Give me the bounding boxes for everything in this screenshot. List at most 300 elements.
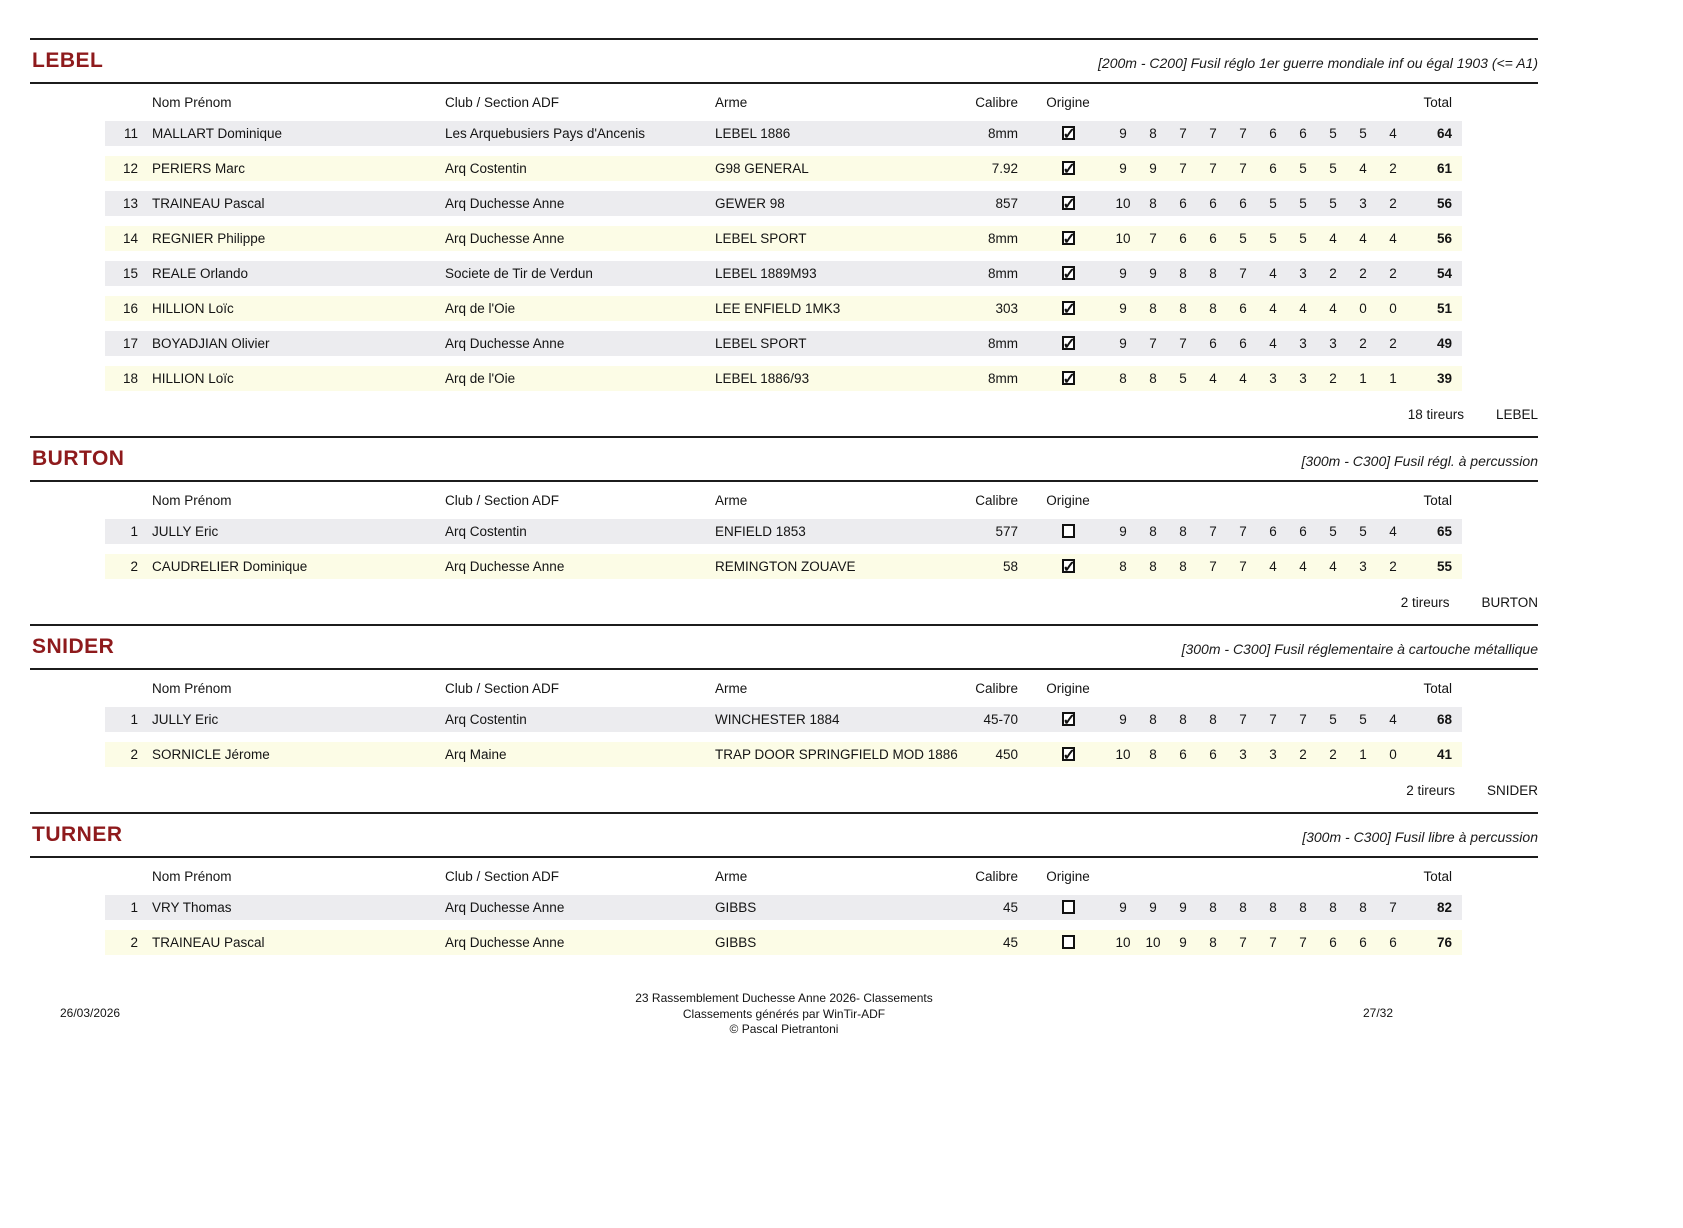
cell-name: REGNIER Philippe bbox=[152, 226, 445, 251]
cell-score: 2 bbox=[1348, 261, 1378, 286]
origine-checkbox-icon bbox=[1062, 336, 1075, 350]
cell-score: 7 bbox=[1198, 554, 1228, 579]
cell-score: 10 bbox=[1108, 191, 1138, 216]
cell-calibre: 450 bbox=[965, 742, 1028, 767]
col-header-calibre: Calibre bbox=[975, 869, 1018, 884]
cell-score: 9 bbox=[1108, 261, 1138, 286]
cell-score: 5 bbox=[1318, 121, 1348, 146]
col-header-rank bbox=[105, 94, 152, 111]
cell-club: Arq Duchesse Anne bbox=[445, 191, 715, 216]
summary-shooter-count: 2 tireurs bbox=[1400, 595, 1450, 610]
cell-total: 61 bbox=[1408, 156, 1462, 181]
cell-score: 7 bbox=[1258, 707, 1288, 732]
cell-score: 3 bbox=[1348, 554, 1378, 579]
cell-origine bbox=[1028, 519, 1108, 544]
cell-score: 3 bbox=[1288, 366, 1318, 391]
summary-category-label: LEBEL bbox=[1495, 407, 1538, 422]
footer-title-line: 23 Rassemblement Duchesse Anne 2026- Classements bbox=[635, 991, 933, 1005]
cell-calibre: 45 bbox=[965, 895, 1028, 920]
cell-origine bbox=[1028, 296, 1108, 321]
footer-center bbox=[30, 991, 1538, 1038]
col-header-origine: Origine bbox=[1046, 681, 1090, 696]
cell-origine bbox=[1028, 930, 1108, 955]
cell-origine bbox=[1028, 554, 1108, 579]
cell-score: 6 bbox=[1318, 930, 1348, 955]
col-header-total: Total bbox=[1423, 493, 1452, 508]
cell-score: 8 bbox=[1138, 742, 1168, 767]
col-header-total: Total bbox=[1423, 95, 1452, 110]
cell-score: 6 bbox=[1258, 519, 1288, 544]
cell-club: Societe de Tir de Verdun bbox=[445, 261, 715, 286]
cell-rank: 1 bbox=[105, 895, 152, 920]
category-section bbox=[30, 812, 1538, 965]
category-title: TURNER bbox=[32, 823, 123, 846]
cell-total: 54 bbox=[1408, 261, 1462, 286]
col-header-club: Club / Section ADF bbox=[445, 681, 560, 696]
cell-total: 64 bbox=[1408, 121, 1462, 146]
cell-score: 1 bbox=[1378, 366, 1408, 391]
table-row bbox=[105, 261, 1462, 286]
cell-score: 4 bbox=[1228, 366, 1258, 391]
cell-score: 3 bbox=[1318, 331, 1348, 356]
cell-score: 3 bbox=[1348, 191, 1378, 216]
col-header-arme: Arme bbox=[715, 95, 748, 110]
origine-checkbox-icon bbox=[1062, 524, 1075, 538]
cell-arme: LEBEL SPORT bbox=[715, 226, 965, 251]
cell-rank: 18 bbox=[105, 366, 152, 391]
cell-score: 9 bbox=[1108, 519, 1138, 544]
col-header-rank bbox=[105, 680, 152, 697]
cell-score: 7 bbox=[1138, 226, 1168, 251]
cell-score: 8 bbox=[1288, 895, 1318, 920]
table-header-row bbox=[105, 868, 1462, 885]
cell-score: 6 bbox=[1228, 191, 1258, 216]
cell-arme: LEBEL 1886 bbox=[715, 121, 965, 146]
cell-rank: 16 bbox=[105, 296, 152, 321]
table-header-row bbox=[105, 94, 1462, 111]
cell-score: 5 bbox=[1318, 519, 1348, 544]
cell-score: 8 bbox=[1318, 895, 1348, 920]
cell-score: 4 bbox=[1378, 519, 1408, 544]
cell-origine bbox=[1028, 191, 1108, 216]
cell-score: 1 bbox=[1348, 366, 1378, 391]
cell-score: 4 bbox=[1288, 554, 1318, 579]
cell-calibre: 857 bbox=[965, 191, 1028, 216]
summary-shooter-count: 18 tireurs bbox=[1407, 407, 1464, 422]
col-header-club: Club / Section ADF bbox=[445, 869, 560, 884]
cell-score: 8 bbox=[1198, 895, 1228, 920]
cell-score: 10 bbox=[1108, 930, 1138, 955]
col-header-total: Total bbox=[1423, 869, 1452, 884]
col-header-total: Total bbox=[1423, 681, 1452, 696]
cell-calibre: 7.92 bbox=[965, 156, 1028, 181]
category-title: BURTON bbox=[32, 447, 125, 470]
table-row bbox=[105, 121, 1462, 146]
section-summary bbox=[30, 777, 1538, 812]
cell-origine bbox=[1028, 226, 1108, 251]
category-section bbox=[30, 624, 1538, 812]
cell-score: 8 bbox=[1198, 261, 1228, 286]
summary-category-label: SNIDER bbox=[1486, 783, 1538, 798]
cell-score: 6 bbox=[1168, 742, 1198, 767]
category-titlebar bbox=[30, 814, 1538, 858]
cell-score: 2 bbox=[1378, 554, 1408, 579]
cell-rank: 11 bbox=[105, 121, 152, 146]
cell-score: 7 bbox=[1228, 554, 1258, 579]
col-header-arme: Arme bbox=[715, 681, 748, 696]
cell-score: 5 bbox=[1168, 366, 1198, 391]
cell-score: 2 bbox=[1378, 156, 1408, 181]
table-row bbox=[105, 296, 1462, 321]
cell-rank: 1 bbox=[105, 707, 152, 732]
col-header-name: Nom Prénom bbox=[152, 95, 232, 110]
table-header-row bbox=[105, 492, 1462, 509]
cell-score: 8 bbox=[1138, 296, 1168, 321]
cell-score: 7 bbox=[1228, 707, 1258, 732]
table-row bbox=[105, 895, 1462, 920]
cell-calibre: 8mm bbox=[965, 261, 1028, 286]
cell-score: 4 bbox=[1318, 554, 1348, 579]
col-header-calibre: Calibre bbox=[975, 681, 1018, 696]
origine-checkbox-icon bbox=[1062, 196, 1075, 210]
cell-name: PERIERS Marc bbox=[152, 156, 445, 181]
category-subtitle: [300m - C300] Fusil réglementaire à cartouche métallique bbox=[1181, 641, 1538, 657]
cell-score: 6 bbox=[1228, 331, 1258, 356]
cell-rank: 12 bbox=[105, 156, 152, 181]
cell-score: 6 bbox=[1288, 121, 1318, 146]
col-header-origine: Origine bbox=[1046, 493, 1090, 508]
cell-calibre: 8mm bbox=[965, 366, 1028, 391]
cell-score: 6 bbox=[1258, 121, 1288, 146]
table-row bbox=[105, 519, 1462, 544]
cell-score: 9 bbox=[1108, 707, 1138, 732]
cell-score: 0 bbox=[1378, 296, 1408, 321]
cell-score: 3 bbox=[1288, 331, 1318, 356]
cell-score: 8 bbox=[1108, 554, 1138, 579]
cell-score: 4 bbox=[1258, 261, 1288, 286]
cell-score: 10 bbox=[1108, 742, 1138, 767]
cell-score: 8 bbox=[1138, 554, 1168, 579]
cell-score: 6 bbox=[1198, 331, 1228, 356]
origine-checkbox-icon bbox=[1062, 935, 1075, 949]
cell-score: 8 bbox=[1168, 554, 1198, 579]
cell-score: 7 bbox=[1168, 331, 1198, 356]
cell-score: 3 bbox=[1288, 261, 1318, 286]
cell-score: 5 bbox=[1258, 226, 1288, 251]
cell-score: 0 bbox=[1348, 296, 1378, 321]
category-titlebar bbox=[30, 438, 1538, 482]
cell-score: 9 bbox=[1108, 331, 1138, 356]
col-header-club: Club / Section ADF bbox=[445, 95, 560, 110]
cell-score: 7 bbox=[1258, 930, 1288, 955]
cell-score: 10 bbox=[1138, 930, 1168, 955]
cell-score: 7 bbox=[1228, 156, 1258, 181]
cell-score: 7 bbox=[1168, 156, 1198, 181]
cell-name: JULLY Eric bbox=[152, 707, 445, 732]
origine-checkbox-icon bbox=[1062, 301, 1075, 315]
origine-checkbox-icon bbox=[1062, 559, 1075, 573]
cell-club: Arq Duchesse Anne bbox=[445, 895, 715, 920]
cell-score: 2 bbox=[1348, 331, 1378, 356]
cell-total: 76 bbox=[1408, 930, 1462, 955]
cell-rank: 1 bbox=[105, 519, 152, 544]
cell-arme: G98 GENERAL bbox=[715, 156, 965, 181]
cell-score: 7 bbox=[1198, 519, 1228, 544]
cell-score: 7 bbox=[1198, 156, 1228, 181]
cell-total: 82 bbox=[1408, 895, 1462, 920]
cell-score: 7 bbox=[1228, 930, 1258, 955]
cell-total: 49 bbox=[1408, 331, 1462, 356]
cell-origine bbox=[1028, 331, 1108, 356]
footer-copyright-line: © Pascal Pietrantoni bbox=[729, 1022, 839, 1036]
cell-arme: LEBEL SPORT bbox=[715, 331, 965, 356]
cell-total: 68 bbox=[1408, 707, 1462, 732]
category-sections bbox=[30, 38, 1538, 965]
cell-score: 5 bbox=[1288, 191, 1318, 216]
cell-score: 8 bbox=[1138, 707, 1168, 732]
origine-checkbox-icon bbox=[1062, 900, 1075, 914]
cell-name: HILLION Loïc bbox=[152, 366, 445, 391]
cell-score: 6 bbox=[1168, 191, 1198, 216]
cell-score: 5 bbox=[1288, 226, 1318, 251]
col-header-scores bbox=[1108, 94, 1408, 111]
cell-score: 5 bbox=[1348, 707, 1378, 732]
results-table bbox=[105, 858, 1462, 965]
cell-total: 39 bbox=[1408, 366, 1462, 391]
cell-score: 7 bbox=[1228, 261, 1258, 286]
col-header-scores bbox=[1108, 868, 1408, 885]
cell-name: TRAINEAU Pascal bbox=[152, 191, 445, 216]
category-section bbox=[30, 38, 1538, 436]
cell-arme: WINCHESTER 1884 bbox=[715, 707, 965, 732]
cell-score: 8 bbox=[1138, 519, 1168, 544]
col-header-arme: Arme bbox=[715, 869, 748, 884]
cell-calibre: 45-70 bbox=[965, 707, 1028, 732]
cell-total: 65 bbox=[1408, 519, 1462, 544]
cell-score: 8 bbox=[1168, 707, 1198, 732]
origine-checkbox-icon bbox=[1062, 371, 1075, 385]
table-row bbox=[105, 191, 1462, 216]
col-header-scores bbox=[1108, 492, 1408, 509]
col-header-name: Nom Prénom bbox=[152, 681, 232, 696]
cell-score: 8 bbox=[1198, 707, 1228, 732]
cell-score: 6 bbox=[1198, 226, 1228, 251]
cell-club: Arq Costentin bbox=[445, 519, 715, 544]
cell-score: 8 bbox=[1348, 895, 1378, 920]
cell-name: SORNICLE Jérome bbox=[152, 742, 445, 767]
cell-score: 9 bbox=[1168, 930, 1198, 955]
cell-score: 9 bbox=[1108, 895, 1138, 920]
cell-score: 7 bbox=[1228, 121, 1258, 146]
cell-score: 7 bbox=[1228, 519, 1258, 544]
cell-club: Arq Duchesse Anne bbox=[445, 554, 715, 579]
cell-score: 4 bbox=[1348, 226, 1378, 251]
cell-name: CAUDRELIER Dominique bbox=[152, 554, 445, 579]
cell-score: 5 bbox=[1288, 156, 1318, 181]
cell-origine bbox=[1028, 707, 1108, 732]
origine-checkbox-icon bbox=[1062, 161, 1075, 175]
col-header-origine: Origine bbox=[1046, 95, 1090, 110]
cell-score: 5 bbox=[1258, 191, 1288, 216]
category-title: LEBEL bbox=[32, 49, 104, 72]
cell-score: 6 bbox=[1198, 742, 1228, 767]
cell-name: MALLART Dominique bbox=[152, 121, 445, 146]
section-summary bbox=[30, 589, 1538, 624]
cell-score: 2 bbox=[1378, 331, 1408, 356]
cell-club: Arq Costentin bbox=[445, 156, 715, 181]
table-row bbox=[105, 331, 1462, 356]
page-footer bbox=[30, 991, 1538, 1038]
cell-club: Arq Maine bbox=[445, 742, 715, 767]
report-page bbox=[30, 38, 1538, 1038]
cell-score: 6 bbox=[1168, 226, 1198, 251]
cell-score: 8 bbox=[1168, 519, 1198, 544]
cell-score: 5 bbox=[1348, 121, 1378, 146]
table-row bbox=[105, 226, 1462, 251]
cell-calibre: 8mm bbox=[965, 331, 1028, 356]
cell-arme: LEE ENFIELD 1MK3 bbox=[715, 296, 965, 321]
col-header-name: Nom Prénom bbox=[152, 869, 232, 884]
footer-page-number: 27/32 bbox=[1362, 1006, 1393, 1020]
table-row bbox=[105, 742, 1462, 767]
cell-calibre: 8mm bbox=[965, 226, 1028, 251]
cell-rank: 2 bbox=[105, 930, 152, 955]
cell-rank: 15 bbox=[105, 261, 152, 286]
cell-score: 8 bbox=[1198, 930, 1228, 955]
cell-score: 4 bbox=[1378, 226, 1408, 251]
col-header-rank bbox=[105, 492, 152, 509]
col-header-calibre: Calibre bbox=[975, 493, 1018, 508]
results-table bbox=[105, 84, 1462, 401]
origine-checkbox-icon bbox=[1062, 266, 1075, 280]
origine-checkbox-icon bbox=[1062, 231, 1075, 245]
section-summary bbox=[30, 401, 1538, 436]
cell-arme: LEBEL 1889M93 bbox=[715, 261, 965, 286]
cell-origine bbox=[1028, 366, 1108, 391]
cell-name: JULLY Eric bbox=[152, 519, 445, 544]
cell-score: 2 bbox=[1318, 366, 1348, 391]
cell-score: 4 bbox=[1348, 156, 1378, 181]
cell-score: 9 bbox=[1138, 261, 1168, 286]
table-row bbox=[105, 930, 1462, 955]
cell-score: 7 bbox=[1288, 707, 1318, 732]
cell-score: 6 bbox=[1198, 191, 1228, 216]
cell-score: 10 bbox=[1108, 226, 1138, 251]
origine-checkbox-icon bbox=[1062, 712, 1075, 726]
origine-checkbox-icon bbox=[1062, 126, 1075, 140]
cell-origine bbox=[1028, 121, 1108, 146]
origine-checkbox-icon bbox=[1062, 747, 1075, 761]
summary-category-label: BURTON bbox=[1481, 595, 1538, 610]
category-subtitle: [200m - C200] Fusil réglo 1er guerre mondiale inf ou égal 1903 (<= A1) bbox=[1098, 55, 1538, 71]
cell-arme: TRAP DOOR SPRINGFIELD MOD 1886 bbox=[715, 742, 965, 767]
cell-rank: 2 bbox=[105, 742, 152, 767]
cell-rank: 14 bbox=[105, 226, 152, 251]
cell-score: 7 bbox=[1168, 121, 1198, 146]
cell-club: Arq de l'Oie bbox=[445, 296, 715, 321]
cell-arme: LEBEL 1886/93 bbox=[715, 366, 965, 391]
results-table bbox=[105, 670, 1462, 777]
table-row bbox=[105, 156, 1462, 181]
cell-score: 8 bbox=[1138, 121, 1168, 146]
cell-total: 56 bbox=[1408, 191, 1462, 216]
category-titlebar bbox=[30, 40, 1538, 84]
cell-score: 8 bbox=[1138, 366, 1168, 391]
cell-score: 5 bbox=[1318, 707, 1348, 732]
cell-score: 2 bbox=[1378, 191, 1408, 216]
cell-score: 4 bbox=[1258, 296, 1288, 321]
cell-score: 2 bbox=[1378, 261, 1408, 286]
col-header-rank bbox=[105, 868, 152, 885]
cell-origine bbox=[1028, 261, 1108, 286]
cell-score: 8 bbox=[1228, 895, 1258, 920]
cell-score: 8 bbox=[1258, 895, 1288, 920]
cell-total: 56 bbox=[1408, 226, 1462, 251]
cell-name: HILLION Loïc bbox=[152, 296, 445, 321]
cell-rank: 17 bbox=[105, 331, 152, 356]
cell-score: 1 bbox=[1348, 742, 1378, 767]
cell-name: BOYADJIAN Olivier bbox=[152, 331, 445, 356]
cell-score: 7 bbox=[1198, 121, 1228, 146]
cell-calibre: 58 bbox=[965, 554, 1028, 579]
footer-date: 26/03/2026 bbox=[60, 1006, 121, 1020]
cell-origine bbox=[1028, 895, 1108, 920]
cell-score: 8 bbox=[1168, 296, 1198, 321]
cell-club: Arq Costentin bbox=[445, 707, 715, 732]
cell-rank: 2 bbox=[105, 554, 152, 579]
cell-score: 6 bbox=[1258, 156, 1288, 181]
cell-score: 4 bbox=[1288, 296, 1318, 321]
col-header-origine: Origine bbox=[1046, 869, 1090, 884]
category-subtitle: [300m - C300] Fusil libre à percussion bbox=[1302, 829, 1538, 845]
cell-score: 9 bbox=[1138, 895, 1168, 920]
category-section bbox=[30, 436, 1538, 624]
cell-arme: GEWER 98 bbox=[715, 191, 965, 216]
table-row bbox=[105, 366, 1462, 391]
table-header-row bbox=[105, 680, 1462, 697]
cell-score: 9 bbox=[1108, 121, 1138, 146]
cell-name: TRAINEAU Pascal bbox=[152, 930, 445, 955]
cell-score: 5 bbox=[1318, 156, 1348, 181]
footer-generator-line: Classements générés par WinTir-ADF bbox=[682, 1006, 886, 1021]
cell-score: 8 bbox=[1198, 296, 1228, 321]
cell-score: 4 bbox=[1318, 226, 1348, 251]
cell-score: 9 bbox=[1168, 895, 1198, 920]
cell-score: 5 bbox=[1348, 519, 1378, 544]
cell-score: 3 bbox=[1258, 366, 1288, 391]
col-header-arme: Arme bbox=[715, 493, 748, 508]
col-header-name: Nom Prénom bbox=[152, 493, 232, 508]
cell-score: 4 bbox=[1378, 707, 1408, 732]
cell-calibre: 577 bbox=[965, 519, 1028, 544]
cell-origine bbox=[1028, 742, 1108, 767]
cell-score: 8 bbox=[1168, 261, 1198, 286]
cell-score: 3 bbox=[1258, 742, 1288, 767]
cell-calibre: 45 bbox=[965, 930, 1028, 955]
cell-rank: 13 bbox=[105, 191, 152, 216]
cell-score: 8 bbox=[1108, 366, 1138, 391]
cell-calibre: 303 bbox=[965, 296, 1028, 321]
cell-score: 0 bbox=[1378, 742, 1408, 767]
cell-arme: REMINGTON ZOUAVE bbox=[715, 554, 965, 579]
cell-score: 9 bbox=[1108, 296, 1138, 321]
col-header-scores bbox=[1108, 680, 1408, 697]
col-header-club: Club / Section ADF bbox=[445, 493, 560, 508]
cell-club: Les Arquebusiers Pays d'Ancenis bbox=[445, 121, 715, 146]
cell-score: 6 bbox=[1348, 930, 1378, 955]
cell-club: Arq Duchesse Anne bbox=[445, 930, 715, 955]
cell-score: 2 bbox=[1318, 261, 1348, 286]
